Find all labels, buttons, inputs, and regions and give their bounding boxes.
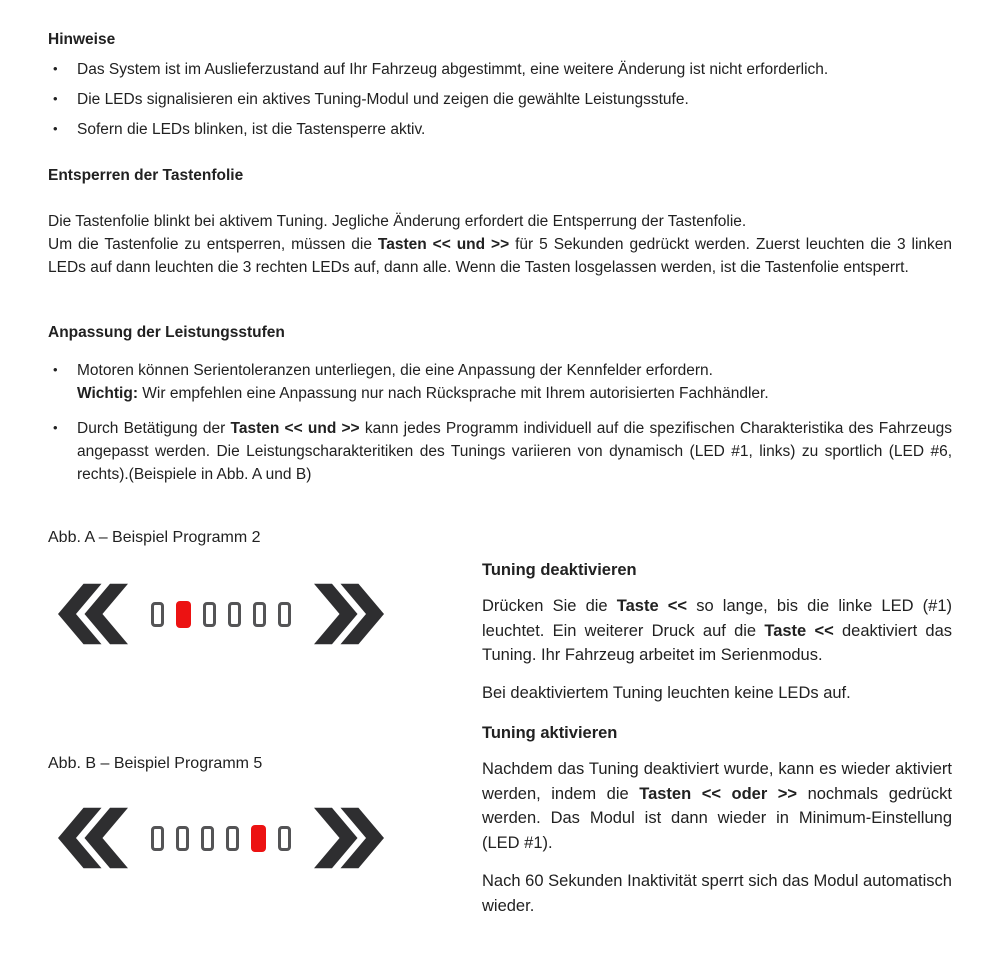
list-item bbox=[48, 88, 952, 111]
led-2-active bbox=[176, 601, 191, 628]
entsperren-heading: Entsperren der Tastenfolie bbox=[48, 167, 244, 184]
bullet-marker: • bbox=[53, 121, 58, 136]
hinweise-heading: Hinweise bbox=[48, 31, 116, 48]
bullet-marker: • bbox=[53, 362, 58, 377]
led-strip bbox=[151, 601, 291, 628]
figure-b-caption: Abb. B – Beispiel Programm 5 bbox=[48, 755, 263, 772]
tuning-deaktivieren-paragraph: Drücken Sie die Taste << so lange, bis die linke LED (#1) leuchtet. Ein weiterer Druck auf die Taste << deaktiviert das Tuning. Ihr Fahrzeug arbeitet im Serienmodus. bbox=[482, 597, 953, 664]
led-4 bbox=[226, 826, 239, 851]
section-entsperren bbox=[48, 166, 952, 279]
bullet-text: Das System ist im Auslieferzustand auf Ihr Fahrzeug abgestimmt, eine weitere Änderung ist nicht erforderlich. bbox=[77, 61, 829, 78]
led-5-active bbox=[251, 825, 266, 852]
double-chevron-right-icon bbox=[314, 582, 384, 646]
bullet-marker: • bbox=[53, 91, 58, 106]
tuning-aktivieren-paragraph: Nachdem das Tuning deaktiviert wurde, kann es wieder aktiviert werden, indem die Tasten << oder >> nochmals gedrückt werden. Das Modul ist dann wieder in Minimum-Einstellung (LED #1). bbox=[482, 760, 952, 852]
figure-a-caption: Abb. A – Beispiel Programm 2 bbox=[48, 529, 261, 546]
tuning-deaktivieren-note: Bei deaktiviertem Tuning leuchten keine LEDs auf. bbox=[482, 683, 851, 702]
section-anpassung bbox=[48, 323, 952, 486]
led-strip bbox=[151, 825, 291, 852]
bullet-text: Motoren können Serientoleranzen unterliegen, die eine Anpassung der Kennfelder erfordern. bbox=[77, 362, 713, 379]
list-item bbox=[48, 58, 952, 81]
anpassung-list bbox=[48, 359, 952, 486]
bullet-marker: • bbox=[53, 61, 58, 76]
figures-column bbox=[48, 528, 458, 870]
list-item bbox=[48, 118, 952, 141]
paragraph-line: Um die Tastenfolie zu entsperren, müssen die Tasten << und >> für 5 Sekunden gedrückt werden. Zuerst leuchten die 3 linken LEDs auf dann leuchten die 3 rechten LEDs auf, dann alle. Wenn die Tasten losgelassen werden, ist die Tastenfolie entsperrt. bbox=[48, 236, 952, 276]
section-hinweise bbox=[48, 30, 952, 141]
double-chevron-left-icon bbox=[58, 582, 128, 646]
examples-area bbox=[48, 528, 952, 918]
figure-a-led-display bbox=[58, 582, 458, 646]
led-2 bbox=[176, 826, 189, 851]
led-3 bbox=[203, 602, 216, 627]
led-6 bbox=[278, 602, 291, 627]
tuning-aktivieren-heading: Tuning aktivieren bbox=[482, 724, 618, 742]
anpassung-heading: Anpassung der Leistungsstufen bbox=[48, 324, 285, 341]
list-item bbox=[48, 417, 952, 486]
tuning-deaktivieren-heading: Tuning deaktivieren bbox=[482, 561, 637, 579]
led-3 bbox=[201, 826, 214, 851]
paragraph-line: Die Tastenfolie blinkt bei aktivem Tuning. Jegliche Änderung erfordert die Entsperrung der Tastenfolie. bbox=[48, 213, 747, 230]
hinweise-list bbox=[48, 58, 952, 141]
led-5 bbox=[253, 602, 266, 627]
bullet-text: Wichtig: Wir empfehlen eine Anpassung nur nach Rücksprache mit Ihrem autorisierten Fachhändler. bbox=[77, 385, 769, 402]
led-6 bbox=[278, 826, 291, 851]
led-1 bbox=[151, 602, 164, 627]
led-4 bbox=[228, 602, 241, 627]
tuning-aktivieren-note: Nach 60 Sekunden Inaktivität sperrt sich das Modul automatisch wieder. bbox=[482, 872, 952, 915]
list-item bbox=[48, 359, 952, 405]
double-chevron-right-icon bbox=[314, 806, 384, 870]
figure-b-led-display bbox=[58, 806, 458, 870]
bullet-text: Durch Betätigung der Tasten << und >> kann jedes Programm individuell auf die spezifischen Charakteristika des Fahrzeugs angepasst werden. Die Leistungscharakteritiken des Tunings variieren von dynamisch (LED #1, links) zu sportlich (LED #6, rechts).(Beispiele in Abb. A und B) bbox=[77, 420, 952, 483]
bullet-marker: • bbox=[53, 420, 58, 435]
entsperren-paragraph bbox=[48, 210, 952, 279]
double-chevron-left-icon bbox=[58, 806, 128, 870]
led-1 bbox=[151, 826, 164, 851]
bullet-text: Die LEDs signalisieren ein aktives Tuning-Modul und zeigen die gewählte Leistungsstufe. bbox=[77, 91, 689, 108]
tuning-instructions-column bbox=[482, 528, 952, 918]
bullet-text: Sofern die LEDs blinken, ist die Tastensperre aktiv. bbox=[77, 121, 426, 138]
